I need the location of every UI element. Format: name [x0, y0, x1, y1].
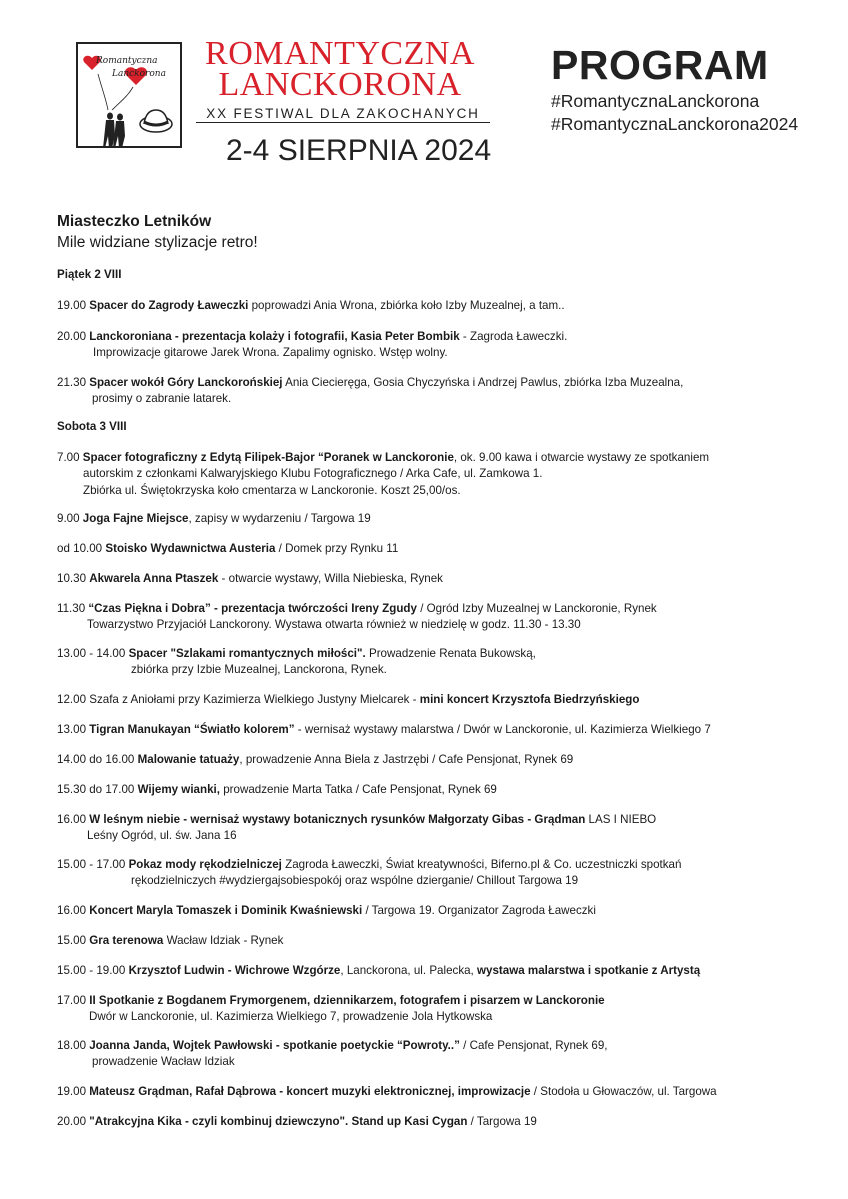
event-item: 20.00 "Atrakcyjna Kika - czyli kombinuj dziewczyno". Stand up Kasi Cygan / Targowa 19: [57, 1115, 537, 1128]
hashtag-2: #RomantycznaLanckorona2024: [551, 114, 799, 134]
event-item: 16.00 W leśnym niebie - wernisaż wystawy botanicznych rysunków Małgorzaty Gibas - Grądman LAS I NIEBO Leśny Ogród, ul. św. Jana 16: [57, 813, 657, 843]
section-title: Miasteczko Letników: [57, 213, 212, 230]
event-item: 18.00 Joanna Janda, Wojtek Pawłowski - spotkanie poetyckie “Powroty..” / Cafe Pensjonat, Rynek 69, prowadzenie Wacław Idziak: [57, 1039, 608, 1069]
logo-text-2: Lanckorona: [112, 69, 166, 79]
event-item: 13.00 Tigran Manukayan “Światło kolorem” - wernisaż wystawy malarstwa / Dwór w Lanckoronie, ul. Kazimierza Wielkiego 7: [57, 723, 711, 736]
program-heading: PROGRAM: [551, 42, 769, 88]
festival-dates: 2-4 SIERPNIA 2024: [226, 134, 492, 167]
event-item: 19.00 Spacer do Zagrody Ławeczki poprowadzi Ania Wrona, zbiórka koło Izby Muzealnej, a tam..: [57, 299, 565, 312]
event-item: 20.00 Lanckoroniana - prezentacja kolaży i fotografii, Kasia Peter Bombik - Zagroda Ławeczki. Improwizacje gitarowe Jarek Wrona. Zapalimy ognisko. Wstęp wolny.: [57, 330, 568, 360]
event-item: 15.30 do 17.00 Wijemy wianki, prowadzenie Marta Tatka / Cafe Pensjonat, Rynek 69: [57, 783, 497, 796]
event-item: od 10.00 Stoisko Wydawnictwa Austeria / Domek przy Rynku 11: [57, 542, 399, 555]
event-item: 14.00 do 16.00 Malowanie tatuaży, prowadzenie Anna Biela z Jastrzębi / Cafe Pensjonat, Rynek 69: [57, 753, 574, 766]
hashtag-1: #RomantycznaLanckorona: [551, 91, 760, 111]
event-item: 10.30 Akwarela Anna Ptaszek - otwarcie wystawy, Willa Niebieska, Rynek: [57, 572, 443, 585]
festival-title: [190, 35, 490, 103]
festival-logo: [76, 42, 182, 148]
event-item: 15.00 Gra terenowa Wacław Idziak - Rynek: [57, 934, 284, 947]
day-heading-friday: Piątek 2 VIII: [57, 268, 122, 281]
event-item: 21.30 Spacer wokół Góry Lanckorońskiej Ania Ciecieręga, Gosia Chyczyńska i Andrzej Pawlus, zbiórka Izba Muzealna, prosimy o zabranie latarek.: [57, 376, 684, 406]
event-item: 17.00 II Spotkanie z Bogdanem Frymorgenem, dziennikarzem, fotografem i pisarzem w Lanckoronie Dwór w Lanckoronie, ul. Kazimierza Wielkiego 7, prowadzenie Jola Hytkowska: [57, 994, 605, 1024]
event-item: 19.00 Mateusz Grądman, Rafał Dąbrowa - koncert muzyki elektronicznej, improwizacje / Stodoła u Głowaczów, ul. Targowa: [57, 1085, 717, 1098]
event-item: 13.00 - 14.00 Spacer "Szlakami romantycznych miłości". Prowadzenie Renata Bukowską, zbiórka przy Izbie Muzealnej, Lanckorona, Rynek.: [57, 647, 536, 677]
section-subtitle: Mile widziane stylizacje retro!: [57, 234, 258, 251]
festival-title-line2: LANCKORONA: [218, 66, 462, 103]
event-item: 7.00 Spacer fotograficzny z Edytą Filipek-Bajor “Poranek w Lanckoronie, ok. 9.00 kawa i otwarcie wystawy ze spotkaniem autorskim z członkami Kalwaryjskiego Klubu Fotograficznego / Arka Cafe, ul. Zamkowa 1. Zbiórka ul. Świętokrzyska koło cmentarza w Lanckoronie. Koszt 25,00/os.: [57, 451, 710, 497]
day-heading-saturday: Sobota 3 VIII: [57, 420, 127, 433]
event-item: 11.30 “Czas Piękna i Dobra” - prezentacja twórczości Ireny Zgudy / Ogród Izby Muzealnej w Lanckoronie, Rynek Towarzystwo Przyjaciół Lanckorony. Wystawa otwarta również w niedzielę w godz. 11.30 - 13.30: [57, 602, 657, 632]
festival-subtitle: XX FESTIWAL DLA ZAKOCHANYCH: [196, 106, 490, 123]
event-item: 12.00 Szafa z Aniołami przy Kazimierza Wielkiego Justyny Mielcarek - mini koncert Krzysztofa Biedrzyńskiego: [57, 693, 640, 706]
event-item: 15.00 - 17.00 Pokaz mody rękodzielniczej Zagroda Ławeczki, Świat kreatywności, Biferno.pl & Co. uczestniczki spotkań rękodzielniczych #wydziergajsobiespokój oraz wspólne dzierganie/ Chillout Targowa 19: [57, 858, 682, 888]
event-item: 16.00 Koncert Maryla Tomaszek i Dominik Kwaśniewski / Targowa 19. Organizator Zagroda Ławeczki: [57, 904, 596, 917]
festival-title-line1: ROMANTYCZNA: [205, 35, 475, 72]
event-item: 15.00 - 19.00 Krzysztof Ludwin - Wichrowe Wzgórze, Lanckorona, ul. Palecka, wystawa malarstwa i spotkanie z Artystą: [57, 964, 701, 977]
event-item: 9.00 Joga Fajne Miejsce, zapisy w wydarzeniu / Targowa 19: [57, 512, 371, 525]
logo-text-1: Romantyczna: [96, 56, 158, 66]
